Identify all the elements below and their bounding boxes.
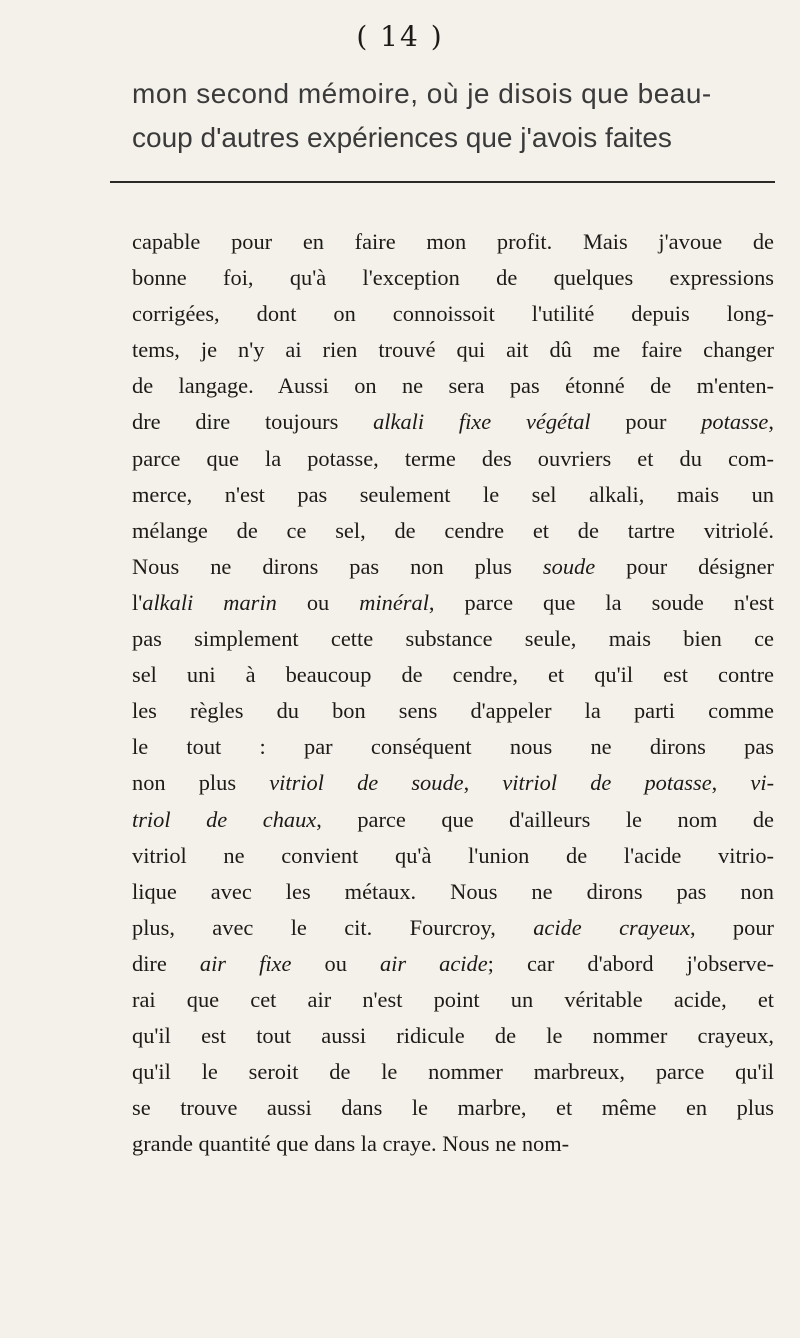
text-line [132,1090,774,1126]
text-line [132,477,774,513]
text-line [132,838,774,874]
italic-term: air fixe [199,950,292,976]
italic-term: triol de chaux [132,806,317,832]
italic-term: air acide [379,950,488,976]
text-segment: , parce que la soude n'est [428,589,774,615]
text-line [132,332,774,368]
text-line [132,260,774,296]
text-line [132,729,774,765]
text-segment: corrigées, dont on connoissoit l'utilité depuis long- [132,301,774,327]
text-segment: mélange de ce sel, de cendre et de tartre vitriolé. [132,517,774,543]
text-line [132,765,774,801]
text-line [132,224,774,260]
text-line [132,296,774,332]
divider-rule [110,181,775,183]
italic-term: acide crayeux [533,914,690,940]
text-segment: plus, avec le cit. Fourcroy, [132,914,534,940]
page-body-text [132,224,774,1162]
text-line [132,621,774,657]
text-line [132,802,774,838]
text-segment: le tout : par conséquent nous ne dirons pas [132,734,774,760]
header-text-line-2: coup d'autres expériences que j'avois faites [132,122,672,153]
italic-term: soude [542,553,596,579]
text-line [132,441,774,477]
text-segment: capable pour en faire mon profit. Mais j'avoue de [132,229,774,254]
italic-term: potasse [701,409,769,435]
text-segment: ou [291,950,380,976]
text-segment: dre dire toujours [132,409,374,435]
text-line [132,874,774,910]
text-segment: tems, je n'y ai rien trouvé qui ait dû me faire changer [132,337,774,363]
text-segment: dire [132,950,200,976]
text-segment: , [711,770,751,796]
text-line [132,1018,774,1054]
text-segment: rai que cet air n'est point un véritable acide, et [132,986,774,1012]
text-segment: ou [276,589,360,615]
text-segment: non plus [132,770,270,796]
text-segment: l' [132,589,143,615]
text-segment: sel uni à beaucoup de cendre, et qu'il est contre [132,662,774,688]
text-segment: , pour [689,914,774,940]
text-line [132,404,774,440]
text-segment: parce que la potasse, terme des ouvriers et du com- [132,445,774,471]
text-segment: qu'il est tout aussi ridicule de le nommer crayeux, [132,1023,774,1049]
italic-term: alkali fixe végétal [373,409,591,435]
text-segment: grande quantité que dans la craye. Nous ne nom- [132,1131,570,1157]
italic-term: vitriol de potasse [502,770,712,796]
text-segment: , parce que d'ailleurs le nom de [316,806,774,832]
text-segment: Nous ne dirons pas non plus [132,553,543,579]
text-line [132,368,774,404]
text-segment: vitriol ne convient qu'à l'union de l'acide vitrio- [132,842,774,868]
text-segment: se trouve aussi dans le marbre, et même en plus [132,1095,774,1121]
text-segment: ; car d'abord j'observe- [487,950,775,976]
text-segment: qu'il le seroit de le nommer marbreux, parce qu'il [132,1059,774,1085]
italic-term: minéral [359,589,429,615]
text-line [132,946,774,982]
text-line [132,910,774,946]
text-segment: , [463,770,503,796]
text-segment: les règles du bon sens d'appeler la parti comme [132,698,774,724]
text-segment: , [768,409,774,435]
text-segment: de langage. Aussi on ne sera pas étonné de m'enten- [132,373,774,399]
italic-term: vitriol de soude [269,770,464,796]
text-segment: merce, n'est pas seulement le sel alkali, mais un [132,481,774,507]
text-segment: pour [590,409,702,435]
text-line [132,549,774,585]
text-segment: pas simplement cette substance seule, mais bien ce [132,626,774,652]
page-number: ( 14 ) [356,20,444,53]
text-line [132,1126,774,1162]
text-line [132,982,774,1018]
text-segment: bonne foi, qu'à l'exception de quelques expressions [132,265,774,291]
text-segment: lique avec les métaux. Nous ne dirons pas non [132,878,774,904]
text-line [132,513,774,549]
italic-term: alkali marin [142,589,277,615]
text-line [132,1054,774,1090]
italic-term: vi- [750,770,775,796]
text-line [132,693,774,729]
text-line [132,585,774,621]
header-text-line-1: mon second mémoire, où je disois que beau- [132,78,712,109]
text-line [132,657,774,693]
text-segment: pour désigner [595,553,774,579]
